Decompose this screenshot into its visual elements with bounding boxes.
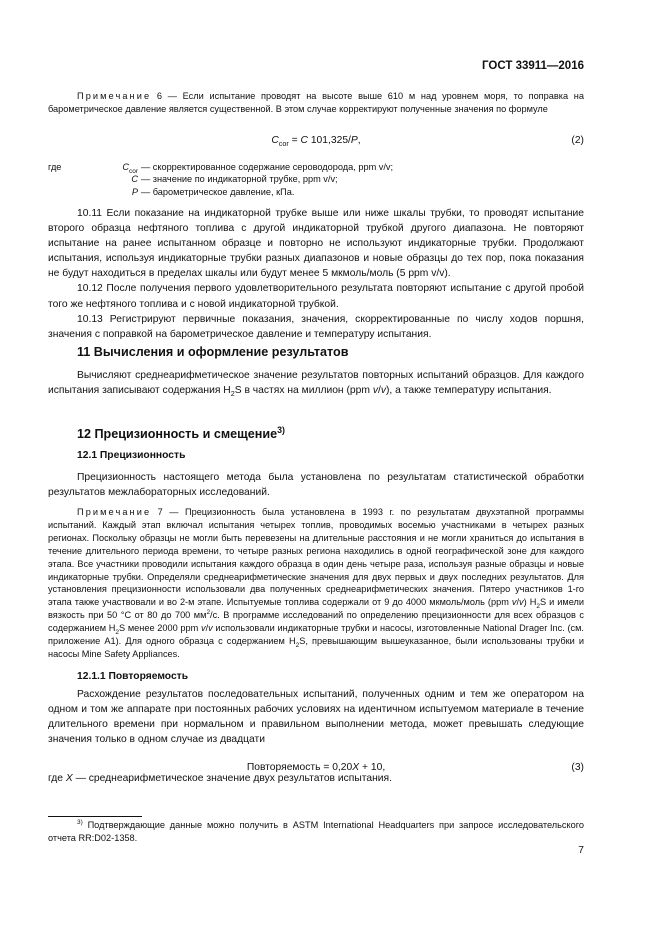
legend-symbol: P xyxy=(131,186,138,197)
clause-10-11: 10.11 Если показание на индикаторной трубке выше или ниже шкалы трубки, то проводят испытание второго образца нефтяного топлива с другой индикаторной трубкой другого диапазона. Не повторяют испытание на ранее испытанном образце и повторно не используют индикаторные трубки. Продолжают испытания, используя индикаторные трубки разных диапазонов и новые образцы до тех пор, пока показания не будут находиться в пределах шкалы или будут менее 5 мкмоль/моль (5 ppm v/v). xyxy=(48,208,584,280)
section-11-body: Вычисляют среднеарифметическое значение результатов повторных испытаний образцов. Для каждого испытания записывают содержания $H_2S$ в частях на миллион (ppm v/v), а также температуру испытания. xyxy=(48,370,584,399)
clauses-10 xyxy=(48,206,584,342)
formula-2: $C_{cor} = C$ 101,325/P, (2) xyxy=(271,135,584,149)
legend-symbol: C xyxy=(131,174,138,185)
legend-symbol: $C_{cor}$ xyxy=(122,162,138,175)
formula-number: (3) xyxy=(571,762,584,773)
section-12-1-body: Прецизионность настоящего метода была установлена по результатам статистической обработки результатов межлабораторных исследований. xyxy=(48,472,584,499)
note-6 xyxy=(48,90,584,116)
clause-10-13: 10.13 Регистрируют первичные показания, значения, скорректированные по числу ходов поршня, значения с поправкой на барометрическое давление и температуру испытания. xyxy=(48,313,584,340)
page-number: 7 xyxy=(578,845,584,856)
legend-text: — барометрическое давление, кПа. xyxy=(141,186,295,197)
formula-legend xyxy=(48,161,584,198)
section-11-title: 11 Вычисления и оформление результатов xyxy=(77,345,349,359)
section-12-1-title: 12.1 Прецизионность xyxy=(77,450,186,461)
section-12-1-1-body: Расхождение результатов последовательных испытаний, полученных одним и тем же оператором на одном и том же аппарате при постоянных рабочих условиях на идентичном испытуемом материале в течение длительного времени при нормальном и правильном выполнении метода, может превышать следующие значения только в одном случае из двадцати xyxy=(48,689,584,746)
formula-3: Повторяемость = 0,20X + 10, (3) xyxy=(246,762,584,773)
where-x: где X — среднеарифметическое значение двух результатов испытания. xyxy=(48,773,392,784)
legend-text: — скорректированное содержание сероводорода, ppm v/v; xyxy=(141,162,394,172)
footnote: $^{3)}$ Подтверждающие данные можно получить в ASTM International Headquarters при запросе исследовательского отчета RR:D02-1358. xyxy=(48,818,584,843)
legend-text: — значение по индикаторной трубке, ppm v/v; xyxy=(141,174,338,185)
formula-number: (2) xyxy=(571,135,584,146)
section-12-1-1-title: 12.1.1 Повторяемость xyxy=(77,671,189,682)
note-label: Примечание xyxy=(77,91,152,101)
where-label: где xyxy=(48,162,62,172)
section-12-title: 12 Прецизионность и смещение$^{3)}$ xyxy=(77,424,285,441)
footnote-ref: 3) xyxy=(277,424,285,435)
clause-10-12: 10.12 После получения первого удовлетворительного результата повторяют испытание с другой пробой того же нефтяного топлива и с новой индикаторной трубкой. xyxy=(48,283,584,310)
footnote-rule xyxy=(48,816,142,817)
note-7: Примечание 7 — Прецизионность была установлена в 1993 г. по результатам двухэтапной программы испытаний. Каждый этап включал испытания четырех топлив, проводимых восемью участниками в четырех разных регионах. Поскольку образцы не могли быть перевезены на длительные расстояния и не могли храниться до испытания в течение длительного периода времени, то четыре разных региона находились в одной географической зоне для каждого этапа. Все участники проводили испытания каждого образца в один день четыре раза, используя разные образцы и новые индикаторные трубки. Определяли среднеарифметические значения для двух первых и двух последних результатов. Для установления прецизионности использовали два полученных среднеарифметических значения. Пятеро участников 1-го этапа также участвовали и во 2-м этапе. Испытуемые топлива содержали от 9 до 4000 мкмоль/моль (ppm v/v) $H_2S$ и имели вязкость при 50 °С от 80 до 700 $мм^2/с$. В программе исследований по определению прецизионности для всех образцов с содержанием $H_2S$ менее 2000 ppm v/v использовали индикаторные трубки и насосы, изготовленные National Drager Inc. (см. приложение А1). Для одного образца с содержанием $H_2S$, превышающим вышеуказанное, были использованы трубки и насосы Mine Safety Appliances. xyxy=(48,507,585,659)
document-header: ГОСТ 33911—2016 xyxy=(482,60,584,72)
note-text: 6 — Если испытание проводят на высоте выше 610 м над уровнем моря, то поправка на барометрическое давление является существенной. В этом случае корректируют полученные значения по формуле xyxy=(48,91,584,114)
